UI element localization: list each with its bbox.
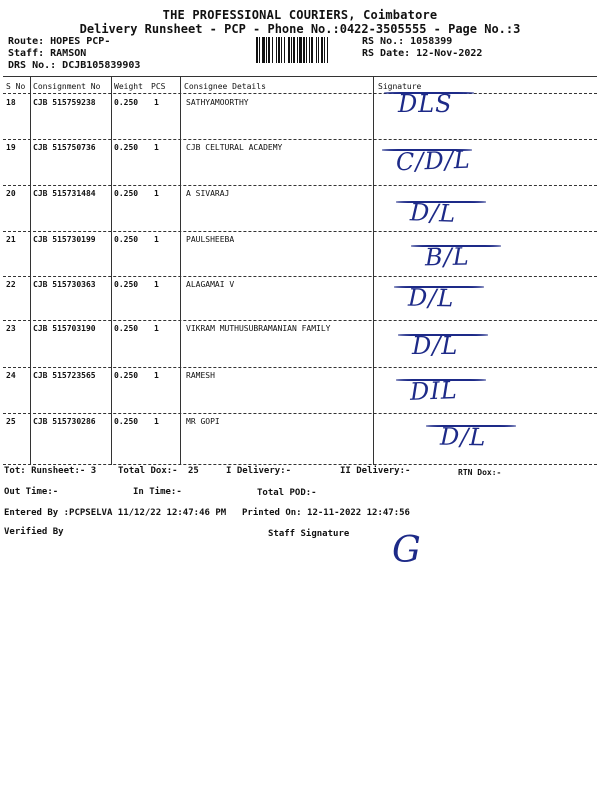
entered-by: Entered By :PCPSELVA 11/12/22 12:47:46 PM: [4, 508, 227, 518]
barcode: [256, 37, 350, 63]
row-consignee: SATHYAMOORTHY: [186, 98, 249, 107]
row-signature: C/D/L: [395, 145, 472, 177]
row-weight: 0.250: [114, 143, 139, 152]
column-pcs: PCS: [151, 82, 166, 91]
row-consignee: CJB CELTURAL ACADEMY: [186, 143, 283, 152]
row-consignment-no: CJB 515703190: [33, 324, 96, 333]
total-dox-value: 25: [188, 466, 199, 476]
row-separator: [3, 367, 597, 368]
signature-stroke: [382, 149, 472, 151]
row-weight: 0.250: [114, 280, 139, 289]
column-divider: [111, 77, 112, 465]
row-separator: [3, 139, 597, 140]
row-weight: 0.250: [114, 324, 139, 333]
row-consignment-no: CJB 515731484: [33, 189, 96, 198]
row-signature: D/L: [409, 198, 457, 228]
column-sno: S No: [6, 82, 26, 91]
i-delivery: I Delivery:-: [226, 466, 292, 476]
staff-signature-label: Staff Signature: [268, 529, 350, 539]
column-divider: [180, 77, 181, 465]
row-separator: [3, 185, 597, 186]
signature-stroke: [396, 379, 486, 381]
row-weight: 0.250: [114, 417, 139, 426]
row-consignee: VIKRAM MUTHUSUBRAMANIAN FAMILY: [186, 324, 331, 333]
signature-stroke: [426, 425, 516, 427]
row-sno: 24: [6, 371, 16, 380]
row-consignment-no: CJB 515730286: [33, 417, 96, 426]
column-weight: Weight: [114, 82, 143, 91]
row-consignment-no: CJB 515730199: [33, 235, 96, 244]
row-pcs: 1: [154, 324, 159, 333]
total-runsheet: Tot: Runsheet:- 3: [4, 466, 97, 476]
drs-number: DRS No.: DCJB105839903: [8, 60, 141, 71]
table-top-rule: [3, 76, 597, 77]
row-consignment-no: CJB 515730363: [33, 280, 96, 289]
row-signature: B/L: [424, 242, 470, 272]
row-pcs: 1: [154, 280, 159, 289]
column-consignment: Consignment No: [33, 82, 101, 91]
row-sno: 23: [6, 324, 16, 333]
table-header-rule: [3, 93, 597, 94]
rs-number: RS No.: 1058399: [362, 36, 453, 47]
staff-signature-mark: G: [392, 530, 421, 571]
row-consignment-no: CJB 515759238: [33, 98, 96, 107]
row-pcs: 1: [154, 98, 159, 107]
row-signature: DIL: [409, 376, 459, 406]
total-dox-label: Total Dox:-: [118, 466, 178, 476]
ii-delivery: II Delivery:-: [340, 466, 411, 476]
row-consignee: MR GOPI: [186, 417, 220, 426]
runsheet-title: Delivery Runsheet - PCP - Phone No.:0422-3505555 - Page No.:3: [79, 22, 521, 36]
signature-stroke: [411, 245, 501, 247]
rs-date: RS Date: 12-Nov-2022: [362, 48, 483, 59]
row-consignee: A SIVARAJ: [186, 189, 230, 198]
row-sno: 20: [6, 189, 16, 198]
row-separator: [3, 231, 597, 232]
in-time: In Time:-: [133, 487, 182, 497]
row-sno: 18: [6, 98, 16, 107]
row-pcs: 1: [154, 189, 159, 198]
row-pcs: 1: [154, 143, 159, 152]
row-signature: DLS: [398, 90, 453, 118]
signature-stroke: [398, 334, 488, 336]
column-divider: [373, 77, 374, 465]
row-consignee: ALAGAMAI V: [186, 280, 235, 289]
totals-rule: [3, 464, 597, 465]
row-pcs: 1: [154, 235, 159, 244]
staff-label: Staff: RAMSON: [8, 48, 87, 59]
row-weight: 0.250: [114, 98, 139, 107]
rtn-dox: RTN Dox:-: [458, 468, 502, 477]
company-name: THE PROFESSIONAL COURIERS, Coimbatore: [162, 8, 438, 22]
printed-on: Printed On: 12-11-2022 12:47:56: [242, 508, 410, 518]
signature-stroke: [396, 201, 486, 203]
row-pcs: 1: [154, 417, 159, 426]
row-weight: 0.250: [114, 189, 139, 198]
row-weight: 0.250: [114, 235, 139, 244]
row-signature: D/L: [412, 332, 459, 360]
row-separator: [3, 276, 597, 277]
row-consignee: RAMESH: [186, 371, 215, 380]
row-consignee: PAULSHEEBA: [186, 235, 235, 244]
column-signature: Signature: [378, 82, 422, 91]
verified-by: Verified By: [4, 527, 64, 537]
row-separator: [3, 413, 597, 414]
column-consignee: Consignee Details: [184, 82, 266, 91]
row-consignment-no: CJB 515750736: [33, 143, 96, 152]
row-signature: D/L: [439, 422, 487, 452]
total-pod: Total POD:-: [257, 488, 317, 498]
row-sno: 19: [6, 143, 16, 152]
barcode-bar: [328, 37, 331, 63]
row-sno: 21: [6, 235, 16, 244]
row-weight: 0.250: [114, 371, 139, 380]
signature-stroke: [384, 92, 474, 94]
row-pcs: 1: [154, 371, 159, 380]
row-separator: [3, 320, 597, 321]
row-signature: D/L: [407, 283, 455, 313]
out-time: Out Time:-: [4, 487, 59, 497]
column-divider: [30, 77, 31, 465]
row-sno: 22: [6, 280, 16, 289]
route-label: Route: HOPES PCP-: [8, 36, 111, 47]
row-sno: 25: [6, 417, 16, 426]
row-consignment-no: CJB 515723565: [33, 371, 96, 380]
signature-stroke: [394, 286, 484, 288]
